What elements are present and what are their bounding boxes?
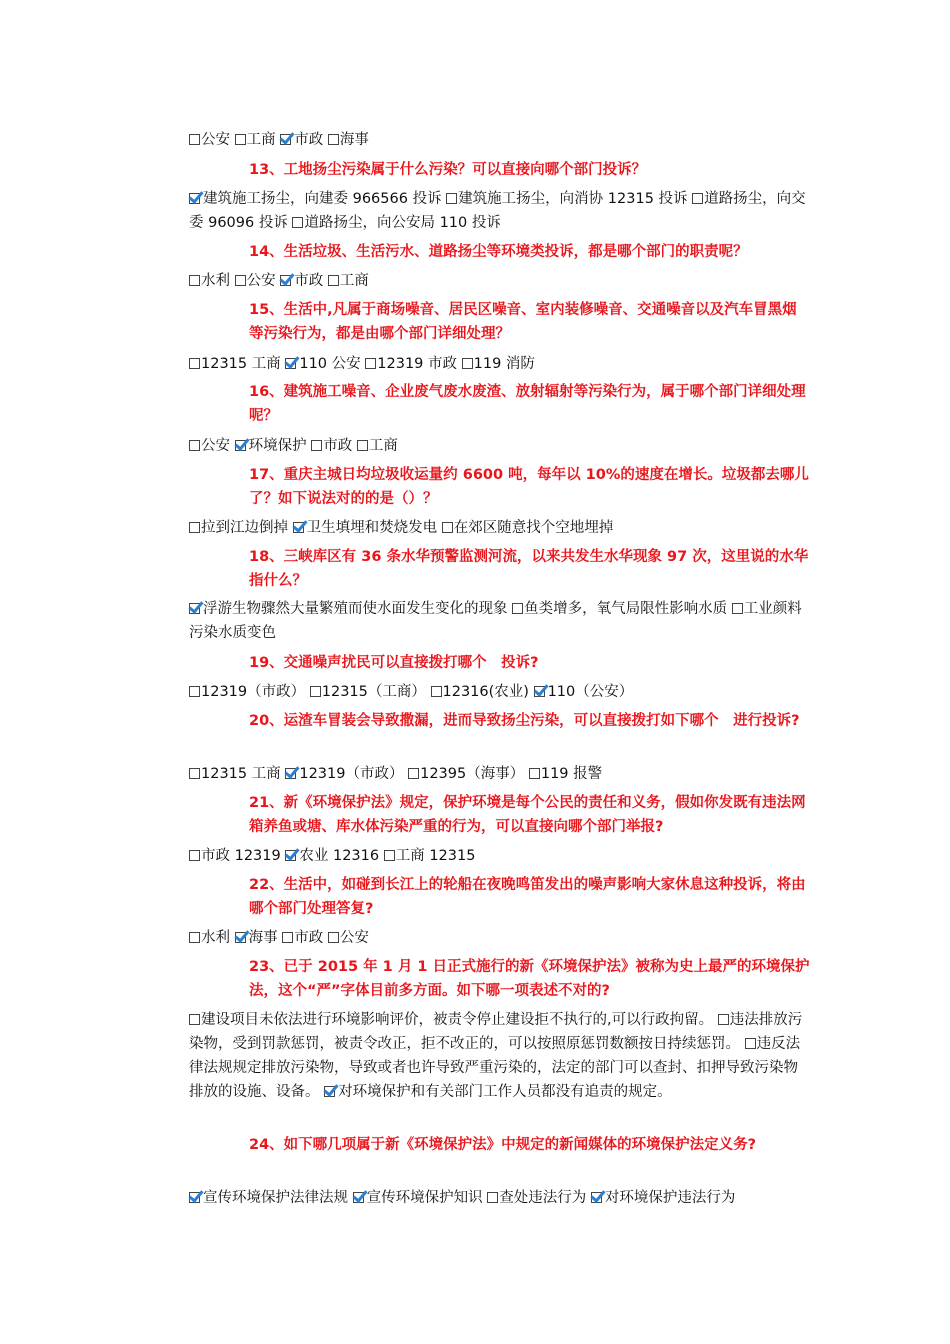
option-item[interactable]: 建设项目未依法进行环境影响评价，被责令停止建设拒不执行的,可以行政拘留。 [189, 1012, 713, 1028]
checkbox-icon[interactable] [282, 932, 293, 943]
checkbox-icon[interactable] [235, 134, 246, 145]
option-item[interactable]: 卫生填埋和焚烧发电 [293, 520, 438, 536]
checkbox-icon[interactable] [189, 522, 200, 533]
checkbox-icon[interactable] [189, 440, 200, 451]
checked-checkbox-icon[interactable] [353, 1192, 364, 1203]
checked-checkbox-icon[interactable] [280, 275, 291, 286]
option-item[interactable]: 道路扬尘，向公安局 110 投诉 [292, 215, 500, 231]
option-item[interactable]: 环境保护 [235, 438, 307, 454]
option-item[interactable]: 市政 [280, 132, 323, 148]
checkbox-icon[interactable] [235, 275, 246, 286]
checked-checkbox-icon[interactable] [189, 193, 200, 204]
option-item[interactable]: 公安 [189, 438, 230, 454]
option-item[interactable]: 工商 12315 [384, 848, 476, 864]
option-item[interactable]: 市政 [282, 930, 323, 946]
option-item[interactable]: 建筑施工扬尘，向消协 12315 投诉 [446, 191, 687, 207]
options-19 [189, 680, 811, 704]
options-21 [189, 844, 811, 868]
option-item[interactable]: 宣传环境保护知识 [353, 1190, 483, 1206]
checkbox-icon[interactable] [431, 686, 442, 697]
option-item[interactable]: 水利 [189, 273, 230, 289]
option-item[interactable]: 市政 12319 [189, 848, 281, 864]
checked-checkbox-icon[interactable] [534, 686, 545, 697]
option-item[interactable]: 110（公安） [534, 684, 634, 700]
checkbox-icon[interactable] [442, 522, 453, 533]
option-item[interactable]: 对环境保护和有关部门工作人员都没有追责的规定。 [324, 1084, 672, 1100]
options-22 [189, 926, 811, 950]
option-item[interactable]: 119 消防 [462, 356, 535, 372]
checkbox-icon[interactable] [292, 217, 303, 228]
question-23: 23、已于 2015 年 1 月 1 日正式施行的新《环境保护法》被称为史上最严的环境保护法，这个“严”字体目前多方面。如下哪一项表述不对的? [249, 959, 810, 999]
checkbox-icon[interactable] [745, 1038, 756, 1049]
option-item[interactable]: 公安 [328, 930, 369, 946]
checkbox-icon[interactable] [189, 1014, 200, 1025]
option-item[interactable]: 119 报警 [529, 766, 602, 782]
checked-checkbox-icon[interactable] [293, 522, 304, 533]
options-15 [189, 352, 811, 376]
checkbox-icon[interactable] [189, 850, 200, 861]
checkbox-icon[interactable] [512, 603, 523, 614]
options-17 [189, 516, 811, 540]
checked-checkbox-icon[interactable] [285, 768, 296, 779]
checkbox-icon[interactable] [189, 275, 200, 286]
checked-checkbox-icon[interactable] [280, 134, 291, 145]
checkbox-icon[interactable] [357, 440, 368, 451]
options-20 [189, 762, 811, 786]
option-item[interactable]: 海事 [235, 930, 278, 946]
option-item[interactable]: 110 公安 [285, 356, 360, 372]
option-item[interactable]: 工商 [235, 132, 276, 148]
checkbox-icon[interactable] [310, 686, 321, 697]
option-item[interactable]: 12315 工商 [189, 356, 281, 372]
option-item[interactable]: 道路扬尘，向交委 96096 投诉 [189, 191, 806, 231]
options-18 [189, 597, 811, 645]
question-24: 24、如下哪几项属于新《环境保护法》中规定的新闻媒体的环境保护法定义务? [249, 1137, 757, 1153]
question-17: 17、重庆主城日均垃圾收运量约 6600 吨，每年以 10%的速度在增长。垃圾都去哪儿了？如下说法对的的是（）？ [249, 467, 809, 507]
checkbox-icon[interactable] [529, 768, 540, 779]
option-item[interactable]: 12319 市政 [365, 356, 457, 372]
option-item[interactable]: 12319（市政） [285, 766, 403, 782]
option-item[interactable]: 浮游生物骤然大量繁殖而使水面发生变化的现象 [189, 601, 508, 617]
option-item[interactable]: 工商 [328, 273, 369, 289]
option-item[interactable]: 在郊区随意找个空地埋掉 [442, 520, 614, 536]
checkbox-icon[interactable] [384, 850, 395, 861]
checked-checkbox-icon[interactable] [189, 1192, 200, 1203]
option-item[interactable]: 12316(农业) [431, 684, 529, 700]
option-item[interactable]: 12395（海事） [408, 766, 524, 782]
question-18: 18、三峡库区有 36 条水华预警监测河流，以来共发生水华现象 97 次，这里说的水华指什么？ [249, 549, 809, 589]
checkbox-icon[interactable] [328, 134, 339, 145]
option-item[interactable]: 农业 12316 [285, 848, 379, 864]
options-14 [189, 269, 811, 293]
option-item[interactable]: 查处违法行为 [487, 1190, 586, 1206]
option-item[interactable]: 对环境保护违法行为 [591, 1190, 736, 1206]
checkbox-icon[interactable] [692, 193, 703, 204]
checkbox-icon[interactable] [189, 358, 200, 369]
option-item[interactable]: 市政 [280, 273, 323, 289]
checkbox-icon[interactable] [189, 932, 200, 943]
checkbox-icon[interactable] [718, 1014, 729, 1025]
options-23 [189, 1008, 811, 1104]
checked-checkbox-icon[interactable] [591, 1192, 602, 1203]
checkbox-icon[interactable] [446, 193, 457, 204]
option-item[interactable]: 鱼类增多，氧气局限性影响水质 [512, 601, 727, 617]
option-item[interactable]: 拉到江边倒掉 [189, 520, 288, 536]
options-13 [189, 187, 811, 235]
option-item[interactable]: 工商 [357, 438, 398, 454]
checkbox-icon[interactable] [732, 603, 743, 614]
checkbox-icon[interactable] [189, 134, 200, 145]
option-item[interactable]: 12315（工商） [310, 684, 426, 700]
checkbox-icon[interactable] [408, 768, 419, 779]
checked-checkbox-icon[interactable] [235, 440, 246, 451]
question-13: 13、工地扬尘污染属于什么污染？可以直接向哪个部门投诉？ [249, 162, 647, 178]
checked-checkbox-icon[interactable] [285, 850, 296, 861]
option-item[interactable]: 市政 [311, 438, 352, 454]
option-item[interactable]: 违反法律法规规定排放污染物，导致或者也许导致严重污染的，法定的部门可以查封、扣押导致污染物排放的设施、设备。 [189, 1036, 801, 1100]
checkbox-icon[interactable] [189, 686, 200, 697]
question-16: 16、建筑施工噪音、企业废气废水废渣、放射辐射等污染行为，属于哪个部门详细处理呢？ [249, 384, 806, 424]
option-item[interactable]: 12315 工商 [189, 766, 281, 782]
option-item[interactable]: 违法排放污染物，受到罚款惩罚，被责令改正，拒不改正的，可以按照原惩罚数额按日持续惩罚。 [189, 1012, 803, 1052]
options-16 [189, 434, 811, 458]
question-19: 19、交通噪声扰民可以直接拨打哪个 投诉? [249, 655, 539, 671]
top-options [189, 128, 811, 152]
option-item[interactable]: 建筑施工扬尘，向建委 966566 投诉 [189, 191, 442, 207]
option-item[interactable]: 水利 [189, 930, 230, 946]
option-item[interactable]: 公安 [189, 132, 230, 148]
checkbox-icon[interactable] [328, 932, 339, 943]
checkbox-icon[interactable] [189, 768, 200, 779]
option-item[interactable]: 海事 [328, 132, 369, 148]
option-item[interactable]: 宣传环境保护法律法规 [189, 1190, 348, 1206]
question-14: 14、生活垃圾、生活污水、道路扬尘等环境类投诉，都是哪个部门的职责呢？ [249, 244, 748, 260]
checkbox-icon[interactable] [311, 440, 322, 451]
options-24 [189, 1186, 811, 1210]
checkbox-icon[interactable] [365, 358, 376, 369]
option-item[interactable]: 工业颜料污染水质变色 [189, 601, 802, 641]
option-item[interactable]: 12319（市政） [189, 684, 305, 700]
question-22: 22、生活中，如碰到长江上的轮船在夜晚鸣笛发出的噪声影响大家休息这种投诉，将由哪个部门处理答复? [249, 877, 806, 917]
checkbox-icon[interactable] [462, 358, 473, 369]
checked-checkbox-icon[interactable] [324, 1086, 335, 1097]
question-20: 20、运渣车冒装会导致撒漏，进而导致扬尘污染，可以直接拨打如下哪个 进行投诉? [249, 713, 800, 729]
question-15: 15、生活中,凡属于商场噪音、居民区噪音、室内装修噪音、交通噪音以及汽车冒黑烟等污染行为，都是由哪个部门详细处理？ [249, 302, 797, 342]
checked-checkbox-icon[interactable] [285, 358, 296, 369]
checkbox-icon[interactable] [487, 1192, 498, 1203]
question-21: 21、新《环境保护法》规定，保护环境是每个公民的责任和义务，假如你发既有违法网箱养鱼或塘、库水体污染严重的行为，可以直接向哪个部门举报? [249, 795, 806, 835]
option-item[interactable]: 公安 [235, 273, 276, 289]
checked-checkbox-icon[interactable] [189, 603, 200, 614]
checkbox-icon[interactable] [328, 275, 339, 286]
checked-checkbox-icon[interactable] [235, 932, 246, 943]
